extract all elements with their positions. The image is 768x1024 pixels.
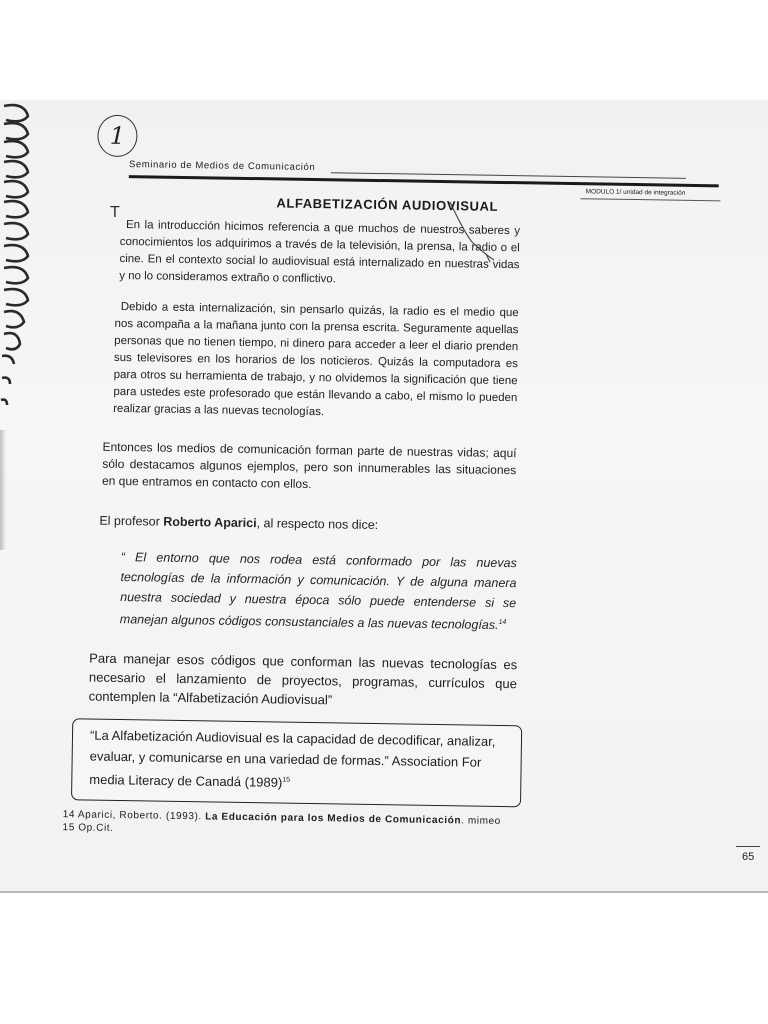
page-number: 65 — [742, 851, 755, 863]
module-label: MODULO 1/ unidad de integración — [585, 188, 686, 197]
page-bottom-edge — [0, 891, 768, 893]
definition-text — [89, 725, 512, 797]
module-rule — [581, 198, 721, 201]
author-name: Roberto Aparici — [163, 514, 257, 531]
intro-suffix: , al respecto nos dice: — [256, 516, 379, 533]
paragraph-intro: En la introducción hicimos referencia a que muchos de nuestros saberes y conocimientos los adquirimos a través de la televisión, la prensa, la radio o el cine. En el contexto social lo audiovisual está internalizado en nuestras vidas y no lo consideramos extraño o conflictivo. — [119, 219, 521, 286]
definition-footnote-ref: 15 — [282, 776, 291, 784]
definition-body: “La Alfabetización Audiovisual es la capacidad de decodificar, analizar, evaluar, y comunicarse en una variedad de formas.” Association For media Literacy de Canadá (1989) — [89, 727, 496, 790]
header-rule — [331, 172, 686, 179]
footnote-15: 15 Op.Cit. — [62, 822, 114, 834]
paragraph-media: Entonces los medios de comunicación forman parte de nuestras vidas; aquí sólo destacamos algunos ejemplos, pero son innumerables las situaciones en que entramos en contacto con ellos. — [101, 439, 517, 491]
footnote-14-title: La Educación para los Medios de Comunicación — [205, 811, 462, 827]
circled-page-marker: 1 — [97, 115, 138, 158]
binding-shadow — [0, 430, 6, 550]
pen-mark-t: T — [110, 204, 120, 221]
document-photo — [0, 100, 768, 893]
quote-text: “ El entorno que nos rodea está conformado por las nuevas tecnologías de la información y comunicación. Y de alguna manera nuestra sociedad y nuestra época sólo puede entenderse si se manejan algunos códigos consustanciales a las nuevas tecnologías. — [119, 550, 517, 633]
page-number-rule — [736, 846, 760, 847]
paragraph-codes: Para manejar esos códigos que conforman las nuevas tecnologías es necesario el lanzamiento de proyectos, programas, currículos que contemplen la “Alfabetización Audiovisual” — [88, 650, 518, 708]
aparici-quote — [120, 547, 517, 635]
intro-prefix: El profesor — [99, 513, 164, 529]
spiral-binding — [0, 100, 46, 430]
section-title: ALFABETIZACIÓN AUDIOVISUAL — [276, 195, 499, 214]
header-title: Seminario de Medios de Comunicación — [128, 159, 316, 174]
document-page — [48, 100, 760, 893]
quote-footnote-ref: 14 — [498, 618, 507, 627]
paragraph-aparici-intro — [99, 513, 519, 537]
footnote-14-author: 14 Aparici, Roberto. (1993). — [62, 809, 206, 823]
footnotes — [62, 808, 602, 842]
paragraph-internalization: Debido a esta internalización, sin pensarlo quizás, la radio es el medio que nos acompaña a la mañana junto con la prensa escrita. Seguramente aquellas personas que no tienen tiempo, ni dinero para acceder a leer el diario prenden sus televisores en los horarios de los noticieros. Quizás la computadora es para otros su herramienta de trabajo, y no olvidemos la significación que tiene para ustedes este profesorado que están llevando a cabo, el mismo lo pueden realizar gracias a las nuevas tecnologías. — [113, 300, 519, 419]
footnote-14-suffix: . mimeo — [461, 815, 501, 828]
